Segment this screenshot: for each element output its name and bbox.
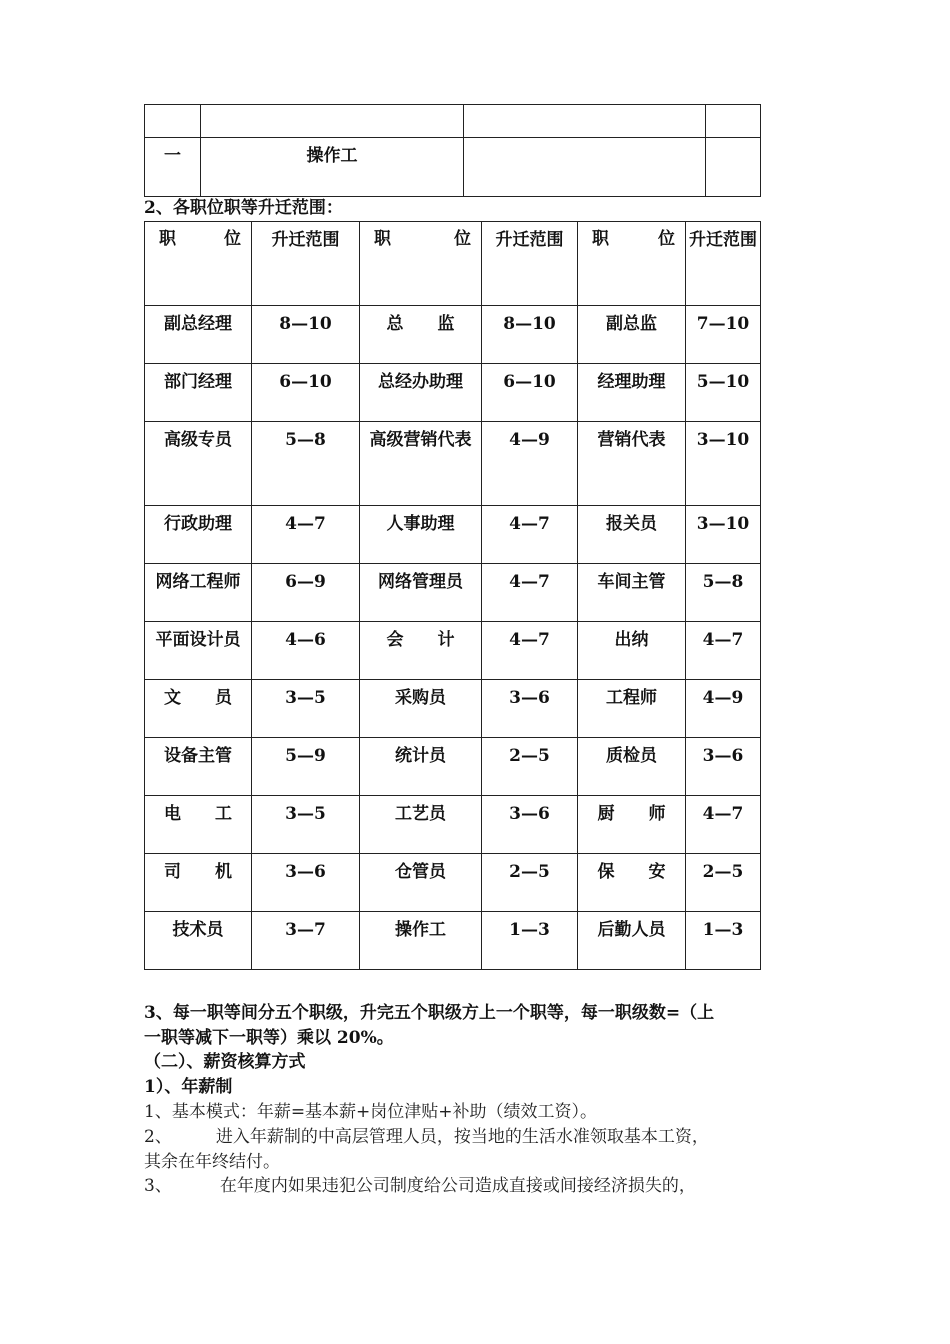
position-header: 职 位 [360, 222, 482, 306]
table-row [145, 680, 761, 738]
position-header: 职 位 [578, 222, 686, 306]
position-cell: 司 机 [145, 854, 252, 912]
position-cell: 高级营销代表 [360, 422, 482, 506]
paragraph-3-line-1: 3、每一职等间分五个职级，升完五个职级方上一个职等，每一职级数=（上 [144, 1003, 715, 1023]
range-cell: 3—10 [686, 422, 761, 506]
range-cell: 4—7 [252, 506, 360, 564]
position-cell: 行政助理 [145, 506, 252, 564]
range-cell: 3—6 [686, 738, 761, 796]
range-cell: 4—7 [482, 564, 578, 622]
table-row [145, 138, 761, 197]
table-row [145, 306, 761, 364]
position-cell: 网络管理员 [360, 564, 482, 622]
range-cell: 7—10 [686, 306, 761, 364]
table-row [145, 105, 761, 138]
position-cell: 经理助理 [578, 364, 686, 422]
position-cell: 工程师 [578, 680, 686, 738]
top-partial-table [144, 104, 761, 197]
table-row [145, 422, 761, 506]
paragraph-3-line-2: 一职等减下一职等）乘以 20%。 [144, 1028, 394, 1048]
item-2-text: 进入年薪制的中高层管理人员，按当地的生活水准领取基本工资， [215, 1127, 709, 1147]
range-cell: 2—5 [482, 854, 578, 912]
position-cell: 统计员 [360, 738, 482, 796]
position-cell: 出纳 [578, 622, 686, 680]
range-cell: 3—6 [482, 796, 578, 854]
range-header: 升迁范围 [482, 222, 578, 306]
position-cell: 报关员 [578, 506, 686, 564]
range-cell: 3—6 [252, 854, 360, 912]
position-cell: 车间主管 [578, 564, 686, 622]
position-cell: 设备主管 [145, 738, 252, 796]
range-cell: 1—3 [686, 912, 761, 970]
table-header-row [145, 222, 761, 306]
table-cell [201, 105, 464, 138]
range-cell: 3—7 [252, 912, 360, 970]
position-cell: 部门经理 [145, 364, 252, 422]
position-cell: 技术员 [145, 912, 252, 970]
position-cell: 营销代表 [578, 422, 686, 506]
range-cell: 4—7 [482, 622, 578, 680]
section-salary-title: （二）、薪资核算方式 [144, 1052, 306, 1072]
range-cell: 5—8 [686, 564, 761, 622]
range-cell: 3—5 [252, 796, 360, 854]
position-cell: 副总经理 [145, 306, 252, 364]
range-cell: 4—9 [482, 422, 578, 506]
table-row [145, 738, 761, 796]
range-cell: 4—7 [482, 506, 578, 564]
item-2-number: 2、 [144, 1127, 172, 1147]
position-cell: 仓管员 [360, 854, 482, 912]
item-2-line-2: 其余在年终结付。 [144, 1152, 280, 1172]
range-cell: 4—9 [686, 680, 761, 738]
range-cell: 2—5 [482, 738, 578, 796]
position-cell: 采购员 [360, 680, 482, 738]
range-header: 升迁范围 [686, 222, 761, 306]
table-row [145, 796, 761, 854]
range-cell: 5—10 [686, 364, 761, 422]
range-cell: 4—7 [686, 622, 761, 680]
position-cell: 总经办助理 [360, 364, 482, 422]
range-header: 升迁范围 [252, 222, 360, 306]
range-cell: 5—9 [252, 738, 360, 796]
table-row [145, 506, 761, 564]
range-cell: 2—5 [686, 854, 761, 912]
position-cell: 电 工 [145, 796, 252, 854]
range-cell: 8—10 [252, 306, 360, 364]
position-cell: 会 计 [360, 622, 482, 680]
position-cell: 总 监 [360, 306, 482, 364]
range-cell: 4—6 [252, 622, 360, 680]
position-cell: 人事助理 [360, 506, 482, 564]
range-cell: 6—9 [252, 564, 360, 622]
table-cell [706, 138, 761, 197]
position-cell: 网络工程师 [145, 564, 252, 622]
table-row [145, 854, 761, 912]
range-cell: 3—6 [482, 680, 578, 738]
position-cell: 厨 师 [578, 796, 686, 854]
position-cell: 文 员 [145, 680, 252, 738]
table-cell [464, 105, 706, 138]
position-cell: 平面设计员 [145, 622, 252, 680]
table-cell [145, 105, 201, 138]
table-cell: 操作工 [201, 138, 464, 197]
range-cell: 8—10 [482, 306, 578, 364]
range-cell: 5—8 [252, 422, 360, 506]
range-cell: 4—7 [686, 796, 761, 854]
table-cell [706, 105, 761, 138]
table-row [145, 564, 761, 622]
position-cell: 副总监 [578, 306, 686, 364]
item-2-line-1 [144, 1125, 774, 1150]
table-cell [464, 138, 706, 197]
item-3-text: 在年度内如果违犯公司制度给公司造成直接或间接经济损失的， [219, 1176, 696, 1196]
item-3-line-1 [144, 1174, 774, 1199]
position-cell: 质检员 [578, 738, 686, 796]
range-cell: 1—3 [482, 912, 578, 970]
position-cell: 后勤人员 [578, 912, 686, 970]
position-cell: 保 安 [578, 854, 686, 912]
range-cell: 3—5 [252, 680, 360, 738]
item-3-number: 3、 [144, 1176, 172, 1196]
item-1: 1、基本模式：年薪=基本薪+岗位津贴+补助（绩效工资）。 [144, 1102, 598, 1122]
table-cell: 一 [145, 138, 201, 197]
position-cell: 操作工 [360, 912, 482, 970]
section-2-title: 2、各职位职等升迁范围： [144, 198, 343, 218]
table-row [145, 364, 761, 422]
position-cell: 工艺员 [360, 796, 482, 854]
range-cell: 6—10 [482, 364, 578, 422]
position-cell: 高级专员 [145, 422, 252, 506]
range-cell: 6—10 [252, 364, 360, 422]
range-cell: 3—10 [686, 506, 761, 564]
table-row [145, 622, 761, 680]
table-row [145, 912, 761, 970]
subsection-annual-salary: 1）、年薪制 [144, 1077, 233, 1097]
promotion-range-table [144, 221, 761, 970]
position-header: 职 位 [145, 222, 252, 306]
